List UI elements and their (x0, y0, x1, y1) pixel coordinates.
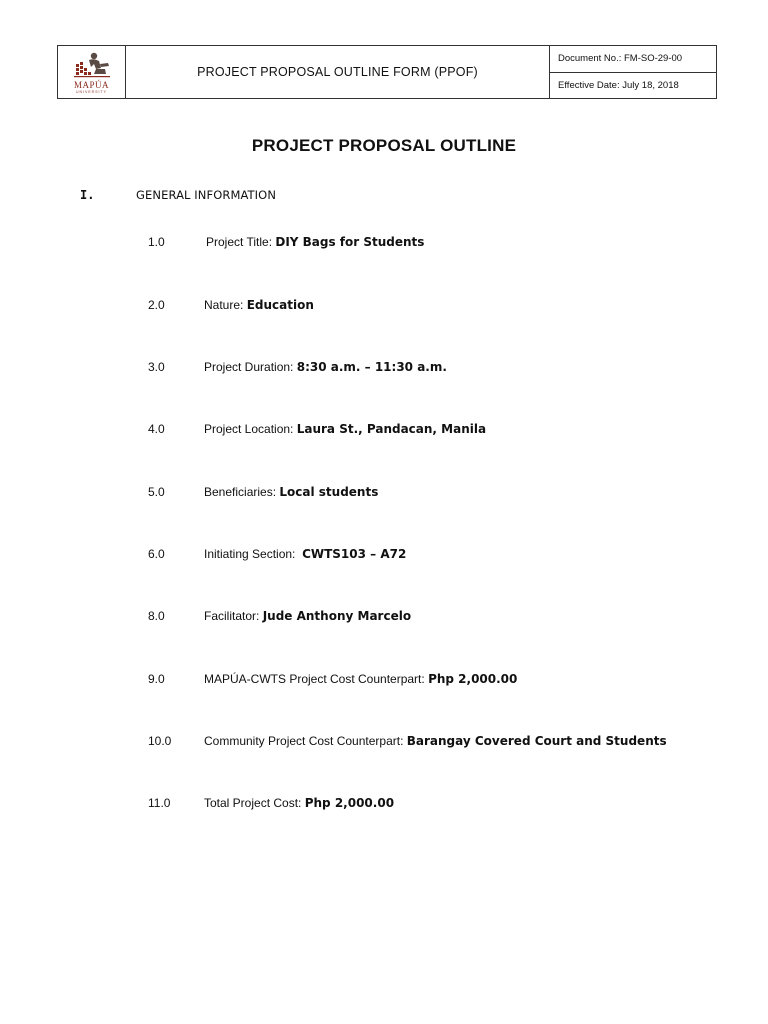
info-item-duration (0, 360, 768, 380)
info-item-location (0, 422, 768, 442)
item-number: 9.0 (148, 672, 165, 686)
effective-date: Effective Date: July 18, 2018 (550, 72, 716, 99)
item-value: Barangay Covered Court and Students (406, 734, 667, 748)
info-item-facilitator (0, 609, 768, 629)
info-item-mapua-cost (0, 672, 768, 692)
item-number: 6.0 (148, 547, 165, 561)
info-item-initiating-section (0, 547, 768, 567)
item-value: Php 2,000.00 (304, 796, 395, 810)
item-value: Local students (279, 485, 379, 499)
item-label: Project Location: Laura St., Pandacan, Manila (204, 422, 487, 436)
item-number: 5.0 (148, 485, 165, 499)
info-item-project-title (0, 235, 768, 255)
info-item-total-cost (0, 796, 768, 816)
item-label: Project Title: DIY Bags for Students (206, 235, 425, 249)
mapua-seal-icon (72, 50, 112, 80)
item-number: 3.0 (148, 360, 165, 374)
item-value: Laura St., Pandacan, Manila (296, 422, 487, 436)
item-label: Total Project Cost: Php 2,000.00 (204, 796, 395, 810)
item-value: CWTS103 – A72 (302, 547, 407, 561)
item-number: 11.0 (148, 796, 171, 810)
page-title: PROJECT PROPOSAL OUTLINE (251, 136, 517, 155)
item-value: 8:30 a.m. – 11:30 a.m. (296, 360, 447, 374)
item-label: Nature: Education (204, 298, 314, 312)
logo-wordmark: MAPÚA (73, 80, 109, 90)
info-item-nature (0, 298, 768, 318)
item-value: Php 2,000.00 (428, 672, 518, 686)
section-numeral: I. (80, 188, 95, 202)
item-number: 10.0 (148, 734, 172, 748)
item-number: 1.0 (148, 235, 165, 249)
item-label: MAPÚA-CWTS Project Cost Counterpart: Php 2,000.00 (204, 672, 518, 686)
item-label: Community Project Cost Counterpart: Barangay Covered Court and Students (204, 734, 667, 748)
info-item-community-cost (0, 734, 768, 754)
logo-cell (58, 46, 126, 98)
item-value: Jude Anthony Marcelo (262, 609, 412, 623)
document-header (57, 45, 717, 99)
document-number: Document No.: FM-SO-29-00 (558, 53, 683, 65)
item-label: Beneficiaries: Local students (204, 485, 379, 499)
item-label: Initiating Section: CWTS103 – A72 (204, 547, 407, 561)
info-item-beneficiaries (0, 485, 768, 505)
logo-subtitle: UNIVERSITY (75, 90, 107, 94)
item-number: 2.0 (148, 298, 165, 312)
item-number: 8.0 (148, 609, 165, 623)
section-title: GENERAL INFORMATION (136, 188, 277, 202)
document-meta (550, 46, 716, 98)
item-label: Facilitator: Jude Anthony Marcelo (204, 609, 412, 623)
form-title: PROJECT PROPOSAL OUTLINE FORM (PPOF) (126, 46, 550, 98)
item-label: Project Duration: 8:30 a.m. – 11:30 a.m. (204, 360, 447, 374)
item-value: DIY Bags for Students (275, 235, 425, 249)
item-number: 4.0 (148, 422, 165, 436)
item-value: Education (246, 298, 314, 312)
